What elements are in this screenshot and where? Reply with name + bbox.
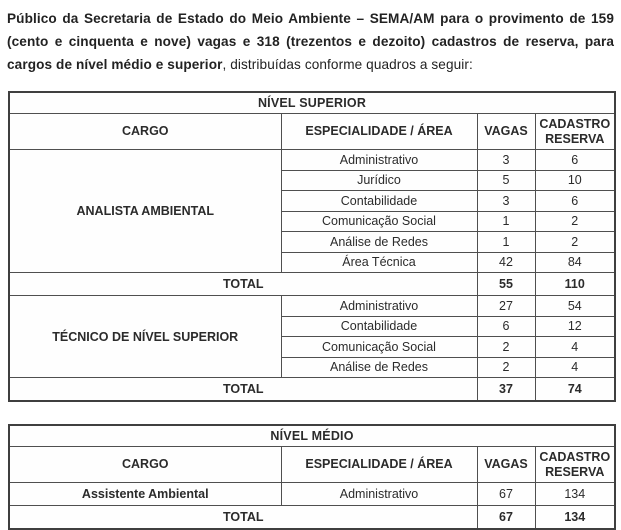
column-header-row bbox=[9, 447, 615, 483]
total-label: TOTAL bbox=[9, 506, 477, 530]
cadastro-cell: 6 bbox=[535, 191, 615, 212]
especialidade-cell: Administrativo bbox=[281, 483, 477, 506]
vagas-cell: 1 bbox=[477, 211, 535, 232]
especialidade-cell: Área Técnica bbox=[281, 252, 477, 273]
table-title-row bbox=[9, 425, 615, 447]
vagas-cell: 6 bbox=[477, 316, 535, 337]
especialidade-cell: Análise de Redes bbox=[281, 357, 477, 378]
vagas-cell: 2 bbox=[477, 337, 535, 358]
cadastro-cell: 4 bbox=[535, 337, 615, 358]
cadastro-cell: 6 bbox=[535, 150, 615, 171]
especialidade-cell: Comunicação Social bbox=[281, 211, 477, 232]
especialidade-cell: Análise de Redes bbox=[281, 232, 477, 253]
total-cadastro: 134 bbox=[535, 506, 615, 530]
total-label: TOTAL bbox=[9, 378, 477, 402]
total-label: TOTAL bbox=[9, 273, 477, 296]
cadastro-cell: 54 bbox=[535, 296, 615, 317]
cadastro-cell: 134 bbox=[535, 483, 615, 506]
especialidade-cell: Administrativo bbox=[281, 150, 477, 171]
column-header-cadastro-reserva: CADASTRO RESERVA bbox=[535, 447, 615, 483]
table-row bbox=[9, 483, 615, 506]
column-header-cargo: CARGO bbox=[9, 447, 281, 483]
vagas-cell: 27 bbox=[477, 296, 535, 317]
vagas-cell: 3 bbox=[477, 191, 535, 212]
column-header-cargo: CARGO bbox=[9, 114, 281, 150]
especialidade-cell: Contabilidade bbox=[281, 316, 477, 337]
cadastro-cell: 2 bbox=[535, 211, 615, 232]
column-header-especialidade: ESPECIALIDADE / ÁREA bbox=[281, 447, 477, 483]
table-row bbox=[9, 296, 615, 317]
vagas-cell: 1 bbox=[477, 232, 535, 253]
vagas-cell: 67 bbox=[477, 483, 535, 506]
cargo-tecnico-nivel-superior: TÉCNICO DE NÍVEL SUPERIOR bbox=[9, 296, 281, 378]
especialidade-cell: Comunicação Social bbox=[281, 337, 477, 358]
cadastro-cell: 4 bbox=[535, 357, 615, 378]
intro-text-bold: Público da Secretaria de Estado do Meio Ambiente – SEMA/AM para o provimento de 159 (cento e cinquenta e nove) vagas e 318 (trezentos e dezoito) cadastros de reserva, para cargos de nível médio e superior bbox=[7, 11, 614, 72]
cargo-analista-ambiental: ANALISTA AMBIENTAL bbox=[9, 150, 281, 273]
vagas-cell: 2 bbox=[477, 357, 535, 378]
table-title-row bbox=[9, 92, 615, 114]
total-row-nivel-medio bbox=[9, 506, 615, 530]
especialidade-cell: Administrativo bbox=[281, 296, 477, 317]
column-header-row bbox=[9, 114, 615, 150]
total-row-analista bbox=[9, 273, 615, 296]
cargo-assistente-ambiental: Assistente Ambiental bbox=[9, 483, 281, 506]
especialidade-cell: Jurídico bbox=[281, 170, 477, 191]
cadastro-cell: 2 bbox=[535, 232, 615, 253]
table-title: NÍVEL SUPERIOR bbox=[9, 92, 615, 114]
total-vagas: 67 bbox=[477, 506, 535, 530]
vagas-cell: 5 bbox=[477, 170, 535, 191]
table-spacer bbox=[6, 402, 615, 424]
intro-text-regular: , distribuídas conforme quadros a seguir: bbox=[222, 57, 473, 72]
cadastro-cell: 10 bbox=[535, 170, 615, 191]
intro-paragraph bbox=[7, 7, 614, 76]
cadastro-cell: 84 bbox=[535, 252, 615, 273]
column-header-especialidade: ESPECIALIDADE / ÁREA bbox=[281, 114, 477, 150]
nivel-superior-table bbox=[8, 91, 616, 402]
nivel-medio-table bbox=[8, 424, 616, 530]
total-vagas: 37 bbox=[477, 378, 535, 402]
total-vagas: 55 bbox=[477, 273, 535, 296]
column-header-vagas: VAGAS bbox=[477, 114, 535, 150]
column-header-vagas: VAGAS bbox=[477, 447, 535, 483]
total-cadastro: 74 bbox=[535, 378, 615, 402]
vagas-cell: 42 bbox=[477, 252, 535, 273]
total-row-tecnico bbox=[9, 378, 615, 402]
column-header-cadastro-reserva: CADASTRO RESERVA bbox=[535, 114, 615, 150]
table-title: NÍVEL MÉDIO bbox=[9, 425, 615, 447]
cadastro-cell: 12 bbox=[535, 316, 615, 337]
vagas-cell: 3 bbox=[477, 150, 535, 171]
especialidade-cell: Contabilidade bbox=[281, 191, 477, 212]
table-row bbox=[9, 150, 615, 171]
total-cadastro: 110 bbox=[535, 273, 615, 296]
